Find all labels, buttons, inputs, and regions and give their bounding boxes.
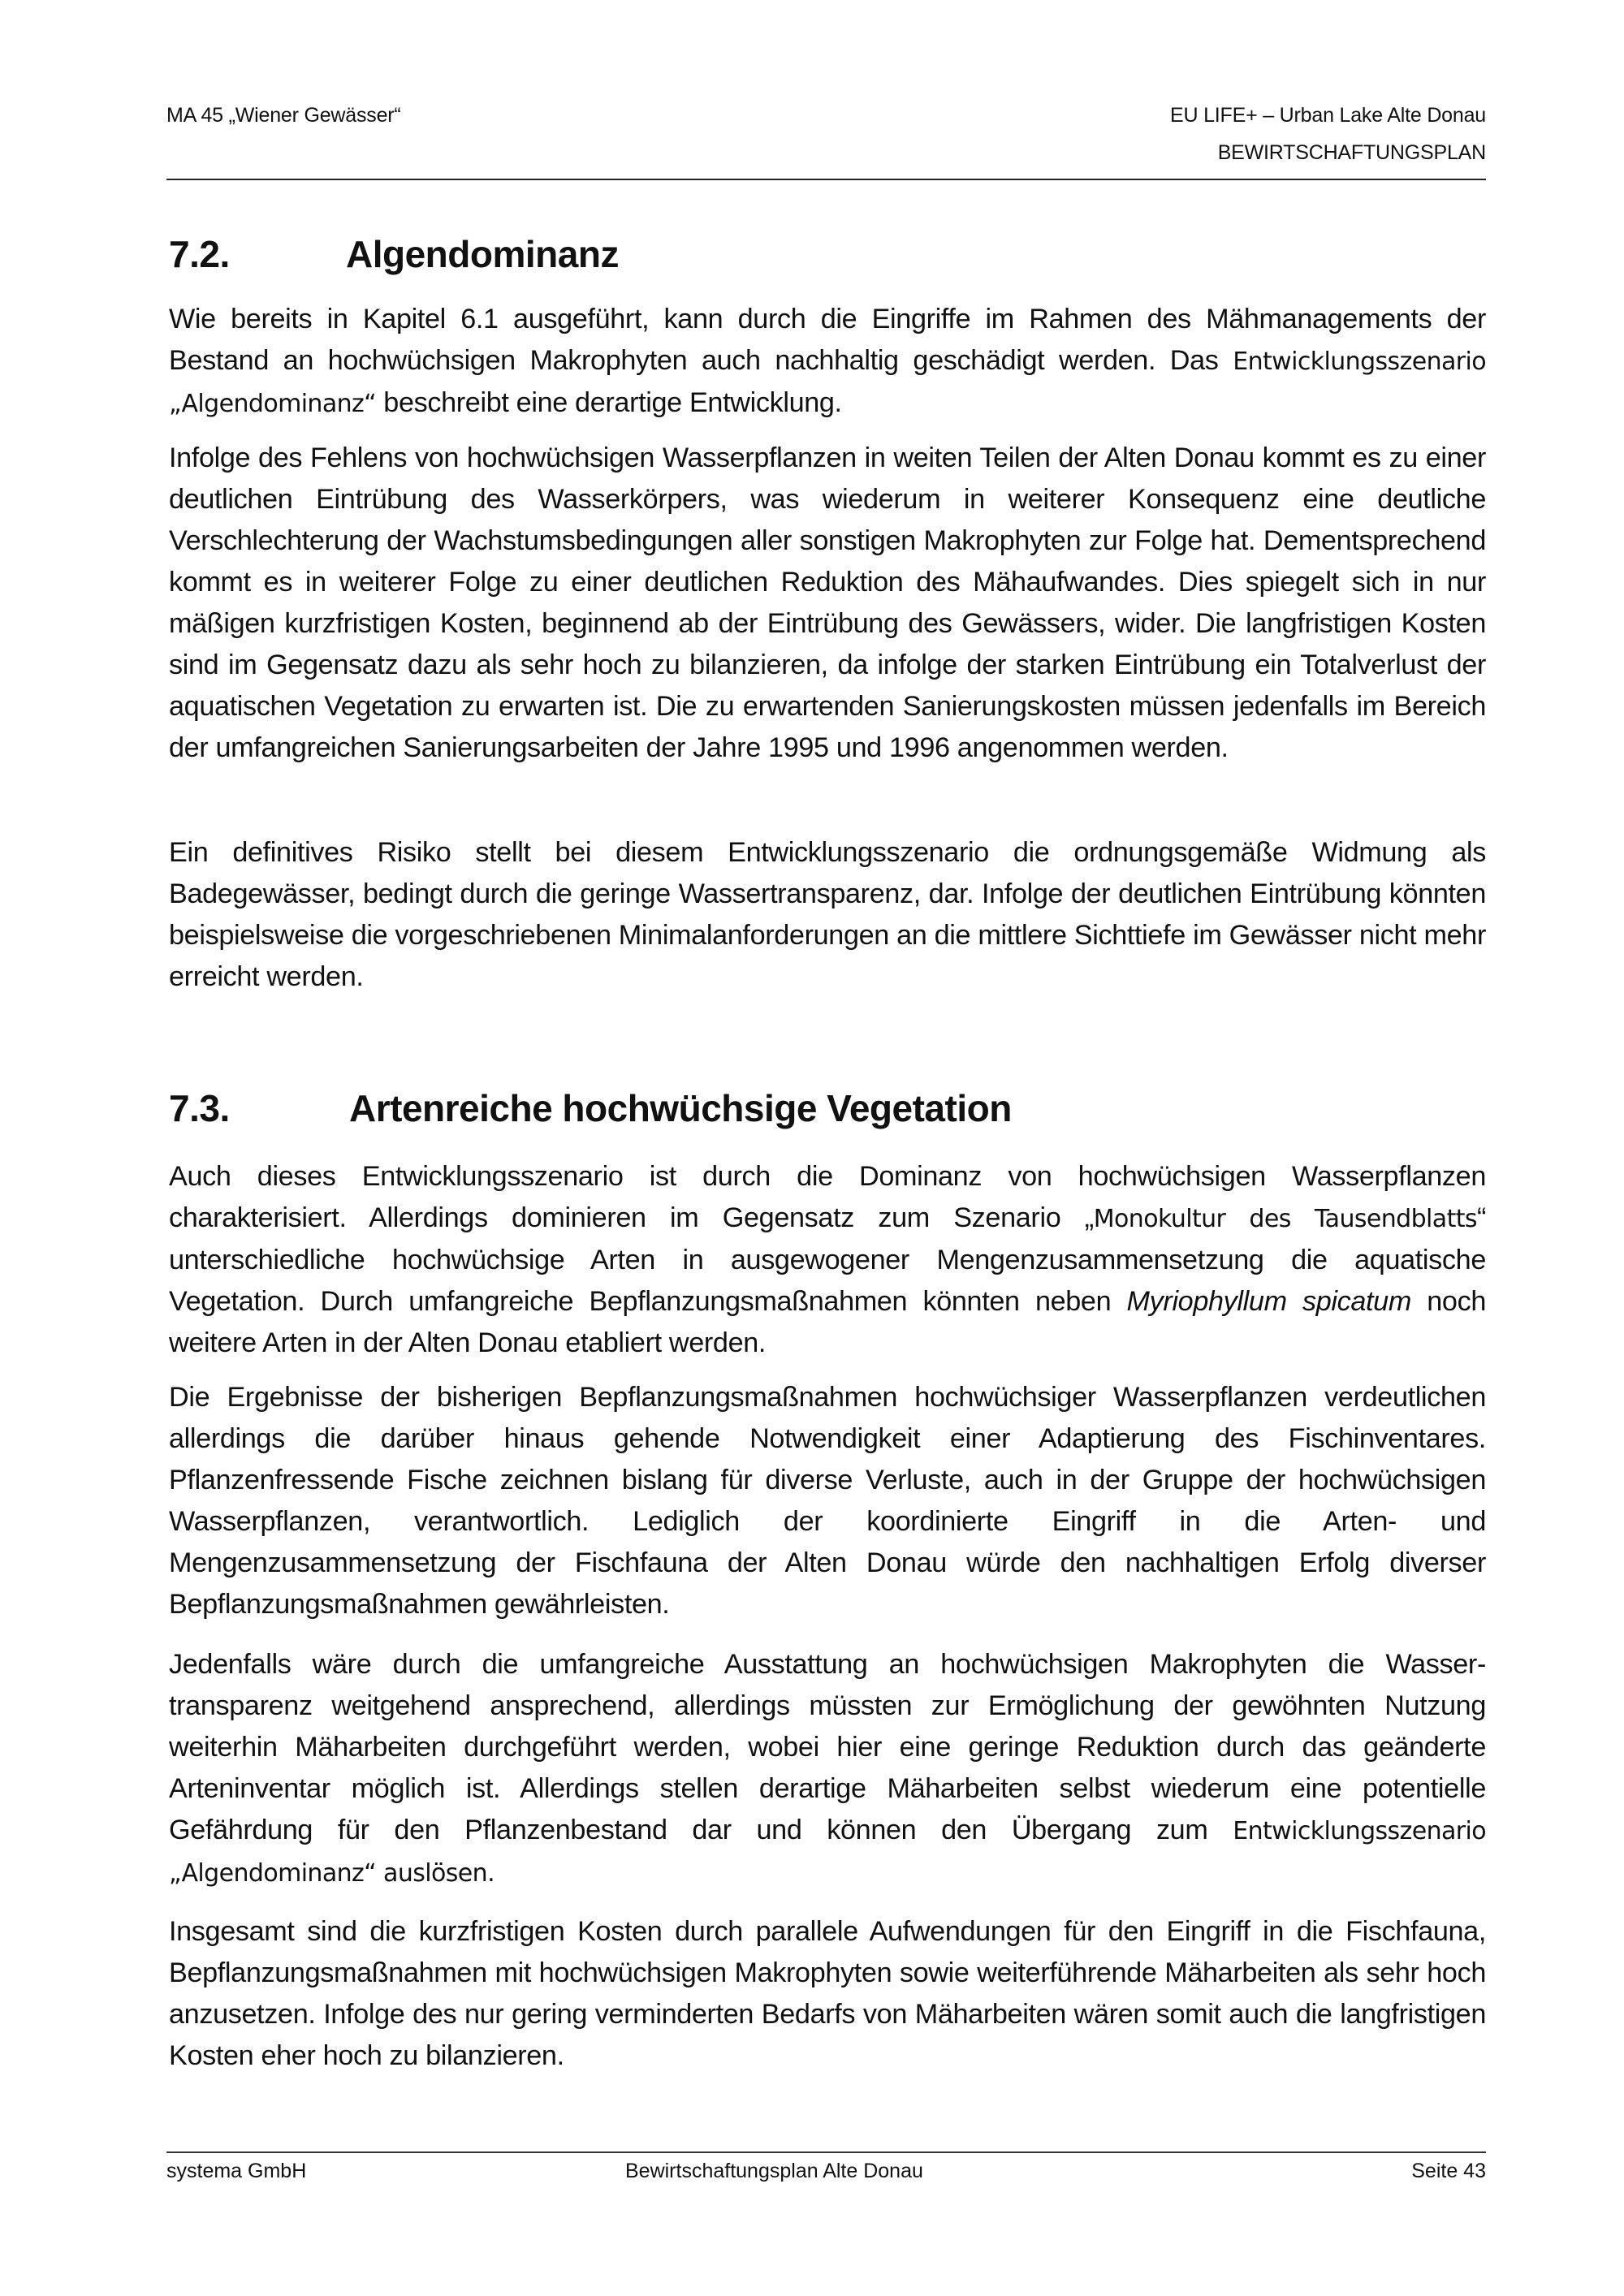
section-title: Artenreiche hochwüchsige Vegetation (349, 1087, 1012, 1129)
scenario-keyword: Monokultur des Tausendblatts (1093, 1205, 1477, 1233)
section-heading-7-3 (169, 1086, 1012, 1130)
paragraph-text: Auch dieses Entwicklungsszenario ist durch die Dominanz von hochwüchsigen Wasserpflanzen charakterisiert. Allerdings dominieren im Gegensatz zum Szenario „ (169, 1161, 1486, 1233)
section-heading-7-2 (169, 232, 619, 276)
paragraph (169, 1156, 1486, 1364)
section-number: 7.3. (169, 1087, 230, 1129)
header-document-type: BEWIRTSCHAFTUNGSPLAN (1217, 141, 1486, 164)
page-number: Seite 43 (1411, 2160, 1486, 2182)
paragraph: Infolge des Fehlens von hochwüchsigen Wasserpflanzen in weiten Teilen der Alten Donau kommt es zu einer deutlichen Eintrübung des Wasserkörpers, was wiederum in weiterer Konsequenz eine deutliche Verschlechterung der Wachstumsbedingungen aller sonstigen Makrophyten zur Folge hat. Dementsprechend kommt es in weiterer Folge zu einer deutlichen Reduktion des Mähaufwandes. Dies spiegelt sich in nur mäßigen kurzfristigen Kosten, beginnend ab der Eintrübung des Gewässers, wider. Die langfristigen Kosten sind im Gegensatz dazu als sehr hoch zu bilanzieren, da infolge der starken Eintrübung ein Totalverlust der aquatischen Vegetation zu erwarten ist. Die zu erwartenden Sanierungskosten müssen jedenfalls im Bereich der umfangreichen Sanierungsarbeiten der Jahre 1995 und 1996 angenommen werden. (169, 442, 1486, 763)
species-name: Myriophyllum spicatum (1126, 1286, 1411, 1317)
paragraph: Die Ergebnisse der bisherigen Bepflanzungsmaßnahmen hochwüchsiger Wasserpflanzen verdeutlichen allerdings die darüber hinaus gehende Notwendigkeit einer Adaptierung des Fischinventares. Pflanzenfressende Fische zeichnen bislang für diverse Verluste, auch in der Gruppe der hochwüchsigen Wasserpflanzen, verantwortlich. Lediglich der koordinierte Eingriff in die Arten- und Mengenzusammensetzung der Fischfauna der Alten Donau würde den nachhaltigen Erfolg diverser Bepflanzungsmaßnahmen gewährleisten. (169, 1382, 1486, 1620)
paragraph (169, 299, 1486, 425)
paragraph: Insgesamt sind die kurzfristigen Kosten durch parallele Aufwendungen für den Eingriff in die Fischfauna, Bepflanzungsmaßnahmen mit hochwüchsigen Makrophyten sowie weiterführende Mäharbeiten als sehr hoch anzusetzen. Infolge des nur gering verminderten Bedarfs von Mäharbeiten wären somit auch die langfristigen Kosten eher hoch zu bilanzieren. (169, 1916, 1486, 2071)
header-organization: MA 45 „Wiener Gewässer“ (166, 104, 401, 127)
header-project: EU LIFE+ – Urban Lake Alte Donau (1170, 104, 1486, 127)
footer-company: systema GmbH (166, 2160, 307, 2182)
paragraph-text: noch weitere Arten in der Alten Donau etabliert werden. (169, 1286, 1486, 1358)
paragraph-text: “ unterschiedliche hochwüchsige Arten in ausgewogener Mengenzusammensetzung die aquatische Vegetation. Durch umfangreiche Bepflanzungsmaßnahmen könnten neben (169, 1202, 1486, 1317)
section-number: 7.2. (169, 233, 230, 275)
scenario-keyword: Entwicklungsszenario „Algendominanz“ auslösen. (169, 1817, 1486, 1888)
page-footer (166, 2151, 1486, 2186)
paragraph-text: Wie bereits in Kapitel 6.1 ausgeführt, kann durch die Eingriffe im Rahmen des Mähmanagements der Bestand an hochwüchsigen Makrophyten auch nachhaltig geschädigt werden. Das (169, 304, 1486, 376)
scenario-keyword: Entwicklungsszenario „Algendominanz“ (169, 347, 1486, 418)
section-title: Algendominanz (346, 233, 619, 275)
paragraph-text: beschreibt eine derartige Entwicklung. (376, 387, 842, 418)
footer-document-title: Bewirtschaftungsplan Alte Donau (625, 2160, 923, 2182)
page-header (166, 104, 1486, 180)
paragraph-text: Jedenfalls wäre durch die umfangreiche Ausstattung an hochwüchsigen Makrophyten die Wasser-transparenz weitgehend ansprechend, allerdings müssten zur Ermöglichung der gewöhnten Nutzung weiterhin Mäharbeiten durchgeführt werden, wobei hier eine geringe Reduktion durch das geänderte Arteninventar möglich ist. Allerdings stellen derartige Mäharbeiten selbst wiederum eine potentielle Gefährdung für den Pflanzenbestand dar und können den Übergang zum (169, 1649, 1486, 1845)
paragraph: Ein definitives Risiko stellt bei diesem Entwicklungsszenario die ordnungsgemäße Widmung als Badegewässer, bedingt durch die geringe Wassertransparenz, dar. Infolge der deutlichen Eintrübung könnten beispielsweise die vorgeschriebenen Minimalanforderungen an die mittlere Sichttiefe im Gewässer nicht mehr erreicht werden. (169, 837, 1486, 992)
paragraph (169, 1644, 1486, 1894)
